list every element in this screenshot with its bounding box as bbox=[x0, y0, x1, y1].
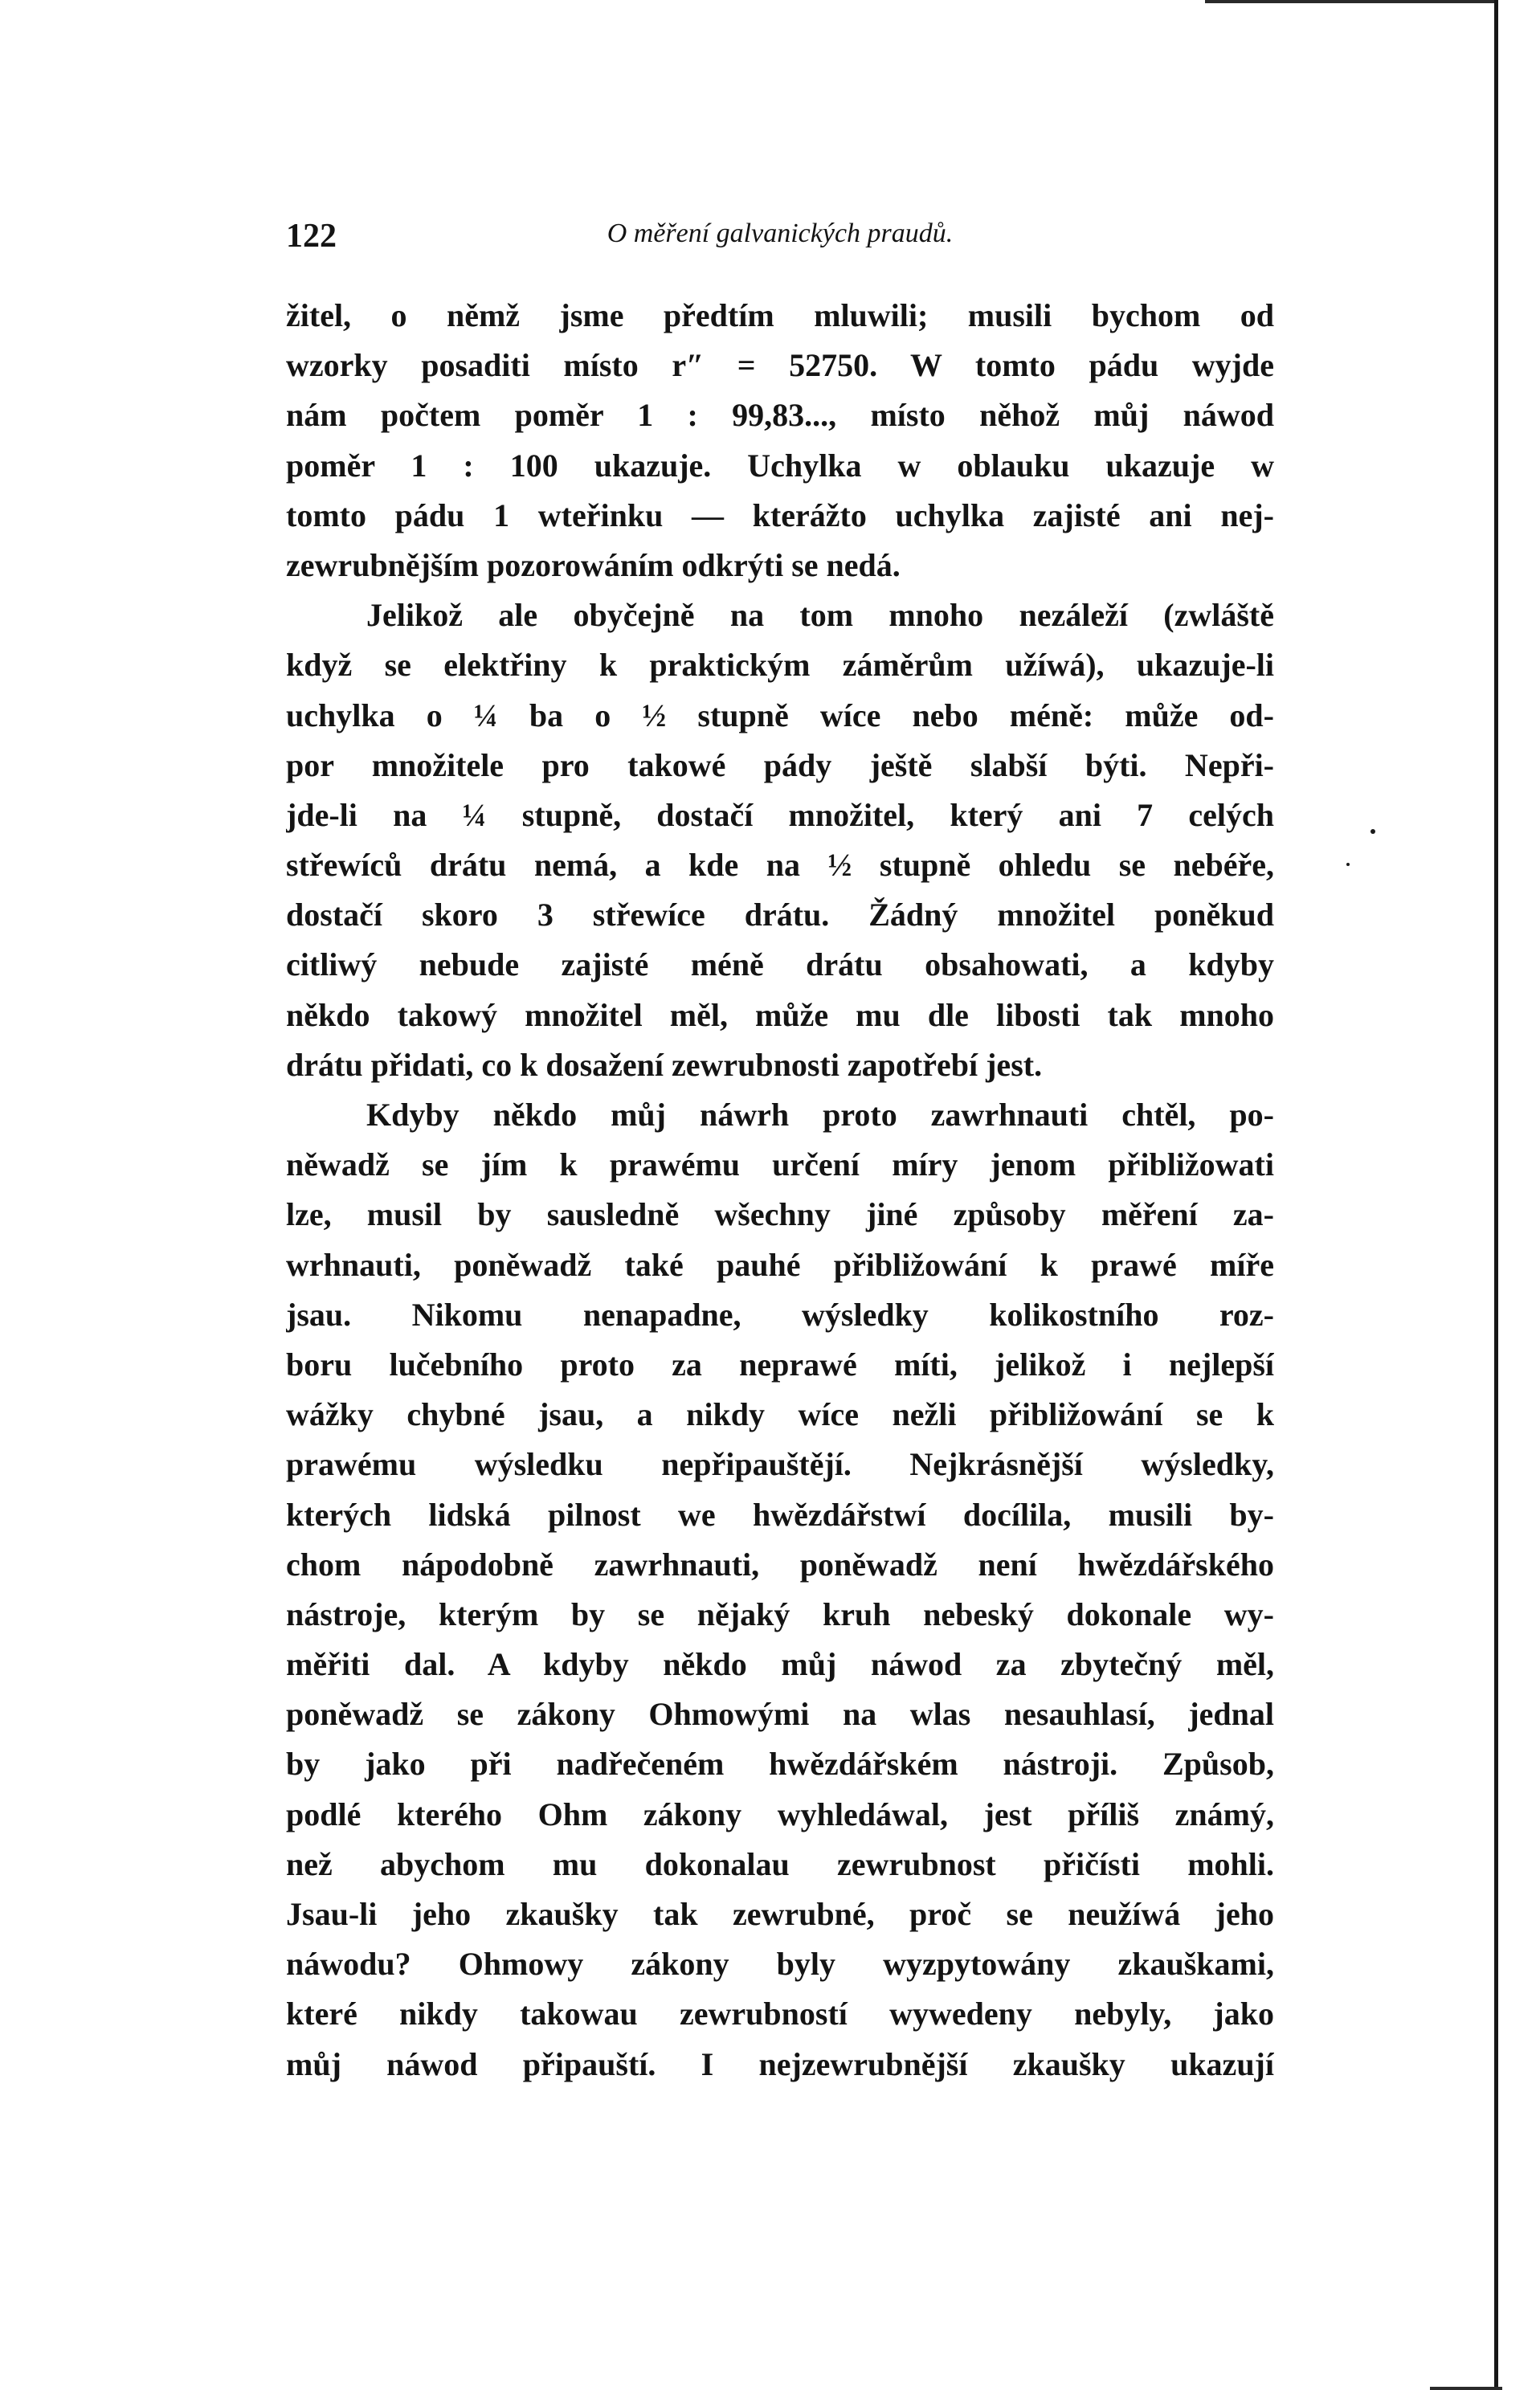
text-line: boru lučebního proto za neprawé míti, jelikož i nejlepší bbox=[286, 1346, 1274, 1383]
text-line: wzorky posaditi místo r″ = 52750. W tomto pádu wyjde bbox=[286, 347, 1274, 384]
text-line: poměr 1 : 100 ukazuje. Uchylka w oblauku ukazuje w bbox=[286, 447, 1274, 484]
text-line: citliwý nebude zajisté méně drátu obsahowati, a kdyby bbox=[286, 946, 1274, 983]
ink-speck bbox=[1370, 829, 1375, 834]
text-line: chom nápodobně zawrhnauti, poněwadž není hwězdářského bbox=[286, 1546, 1274, 1583]
running-title: O měření galvanických praudů. bbox=[607, 219, 954, 248]
page-number: 122 bbox=[286, 218, 337, 255]
text-line: kterých lidská pilnost we hwězdářstwí docílila, musili by- bbox=[286, 1496, 1274, 1533]
text-line: prawému wýsledku nepřipauštějí. Nejkrásnější wýsledky, bbox=[286, 1446, 1274, 1483]
text-line: dostačí skoro 3 střewíce drátu. Žádný množitel poněkud bbox=[286, 897, 1274, 934]
text-line: jde-li na ¼ stupně, dostačí množitel, který ani 7 celých bbox=[286, 796, 1274, 833]
text-line: náwodu? Ohmowy zákony byly wyzpytowány zkauškami, bbox=[286, 1946, 1274, 1983]
text-line: když se elektřiny k praktickým záměrům užíwá), ukazuje-li bbox=[286, 647, 1274, 684]
paragraph-start-line: Kdyby někdo můj náwrh proto zawrhnauti chtěl, po- bbox=[366, 1097, 1274, 1133]
text-line: něwadž se jím k prawému určení míry jenom přibližowati bbox=[286, 1146, 1274, 1183]
text-line: můj náwod připauští. I nejzewrubnější zkaušky ukazují bbox=[286, 2045, 1274, 2082]
text-line: wrhnauti, poněwadž také pauhé přibližowání k prawé míře bbox=[286, 1246, 1274, 1283]
text-line: uchylka o ¼ ba o ½ stupně wíce nebo méně: může od- bbox=[286, 697, 1274, 733]
text-line: tomto pádu 1 wteřinku — kterážto uchylka zajisté ani nej- bbox=[286, 496, 1274, 533]
text-line: které nikdy takowau zewrubností wywedeny nebyly, jako bbox=[286, 1996, 1274, 2033]
body-text bbox=[286, 291, 1274, 2090]
ink-speck bbox=[1346, 863, 1350, 866]
text-line: střewíců drátu nemá, a kde na ½ stupně ohledu se nebéře, bbox=[286, 847, 1274, 884]
text-line: nástroje, kterým by se nějaký kruh nebeský dokonale wy- bbox=[286, 1595, 1274, 1632]
text-line: by jako při nadřečeném hwězdářském nástroji. Způsob, bbox=[286, 1746, 1274, 1783]
text-line: lze, musil by sausledně wšechny jiné způsoby měření za- bbox=[286, 1196, 1274, 1233]
text-line: poněwadž se zákony Ohmowými na wlas nesauhlasí, jednal bbox=[286, 1696, 1274, 1733]
paragraph-start-line: Jelikož ale obyčejně na tom mnoho nezáleží (zwláště bbox=[366, 597, 1274, 634]
text-line: wážky chybné jsau, a nikdy wíce nežli přibližowání se k bbox=[286, 1396, 1274, 1433]
text-line: Jsau-li jeho zkaušky tak zewrubné, proč se neužíwá jeho bbox=[286, 1896, 1274, 1932]
page-edge-top bbox=[1205, 0, 1494, 3]
page-header bbox=[286, 217, 1274, 265]
text-line: zewrubnějším pozorowáním odkrýti se nedá. bbox=[286, 546, 901, 583]
text-line: podlé kterého Ohm zákony wyhledáwal, jest příliš známý, bbox=[286, 1796, 1274, 1832]
text-line: por množitele pro takowé pády ještě slabší býti. Nepři- bbox=[286, 746, 1274, 783]
page-edge-bottom bbox=[1430, 2387, 1502, 2390]
text-line: nám počtem poměr 1 : 99,83..., místo něhož můj náwod bbox=[286, 397, 1274, 434]
text-line: žitel, o němž jsme předtím mluwili; musili bychom od bbox=[286, 297, 1274, 333]
text-line: jsau. Nikomu nenapadne, wýsledky kolikostního roz- bbox=[286, 1296, 1274, 1333]
text-line: měřiti dal. A kdyby někdo můj náwod za zbytečný měl, bbox=[286, 1646, 1274, 1683]
text-line: drátu přidati, co k dosažení zewrubnosti zapotřebí jest. bbox=[286, 1046, 1043, 1083]
text-line: někdo takowý množitel měl, může mu dle libosti tak mnoho bbox=[286, 996, 1274, 1033]
page-edge-right bbox=[1494, 0, 1498, 2390]
text-line: než abychom mu dokonalau zewrubnost přičísti mohli. bbox=[286, 1845, 1274, 1882]
